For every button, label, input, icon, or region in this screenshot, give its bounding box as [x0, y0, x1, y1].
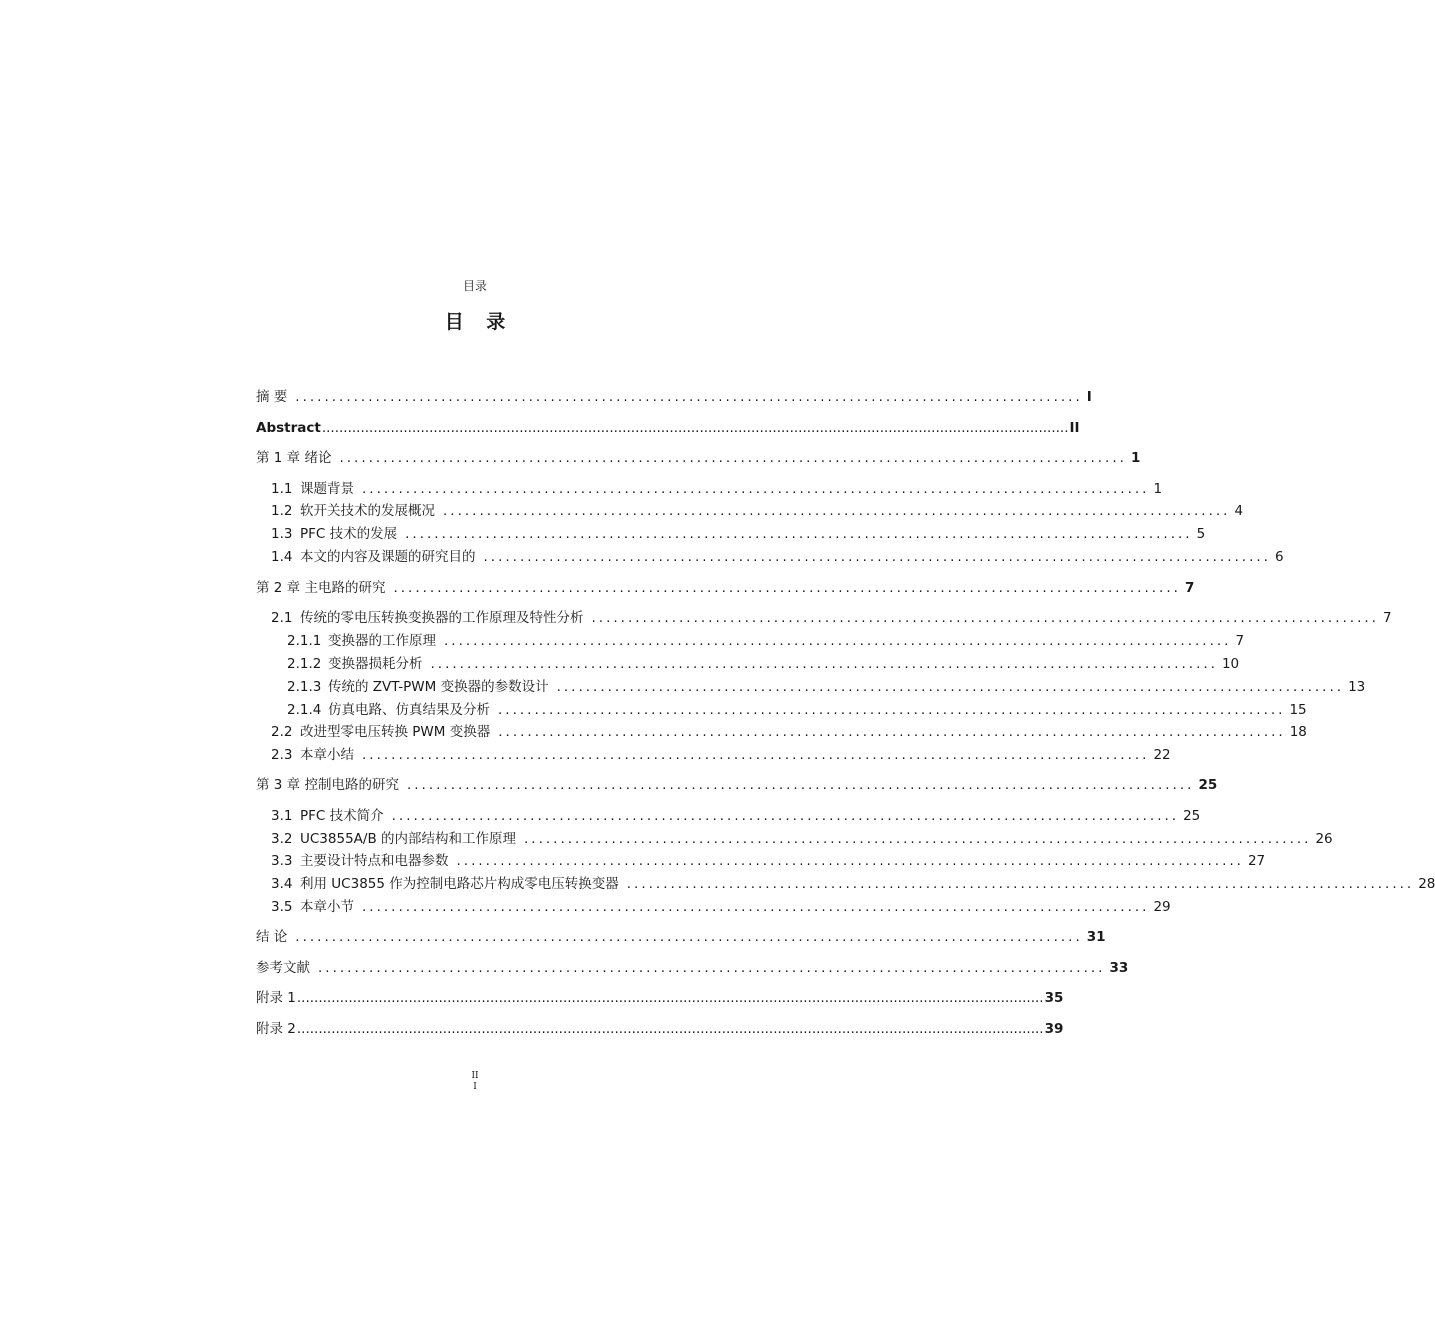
toc-entry-chapter-2[interactable] [256, 579, 1195, 597]
toc-page-number: 22 [1153, 747, 1171, 763]
toc-page-number: 7 [1382, 610, 1392, 626]
toc-page-number: 39 [1044, 1021, 1064, 1037]
toc-leader: ............................................................................................................ [406, 777, 1195, 793]
toc-entry-chapter-1[interactable] [256, 449, 1141, 467]
toc-page-number: 18 [1289, 724, 1307, 740]
toc-section-number: 2.1.2 [287, 656, 322, 672]
toc-leader: ............................................................................................................ [362, 481, 1150, 497]
toc-section-number: 3.1 [271, 808, 293, 824]
toc-page-number: 29 [1153, 899, 1171, 915]
toc-section-title: 变换器损耗分析 [328, 656, 423, 672]
toc-leader: ............................................................................................................ [591, 610, 1379, 626]
toc-page-number: 28 [1418, 876, 1435, 892]
toc-entry-section[interactable] [271, 525, 1206, 543]
toc-entry-label: 摘 要 [256, 389, 288, 405]
toc-entry-appendix-1[interactable] [256, 989, 1064, 1007]
toc-leader: .............................................................................................................................................................................. [296, 990, 1044, 1006]
toc-page-number: 27 [1247, 853, 1266, 869]
toc-entry-label: 结 论 [256, 929, 288, 945]
toc-entry-label: 参考文献 [256, 960, 310, 976]
toc-entry-subsection[interactable] [287, 632, 1245, 650]
toc-section-title: 软开关技术的发展概况 [300, 503, 435, 519]
toc-entry-references[interactable] [256, 959, 1129, 977]
toc-section-title: 课题背景 [300, 481, 354, 497]
toc-leader: .............................................................................................................................................................................. [296, 1021, 1044, 1037]
toc-entry-appendix-2[interactable] [256, 1020, 1064, 1038]
toc-section-title: 本文的内容及课题的研究目的 [300, 549, 476, 565]
toc-section-title: 仿真电路、仿真结果及分析 [328, 702, 490, 718]
toc-page-number: 7 [1184, 580, 1195, 596]
toc-section-number: 3.3 [271, 853, 293, 869]
toc-page-number: 1 [1153, 481, 1163, 497]
page-number-arabic: I [473, 1082, 477, 1092]
toc-leader: ............................................................................................................ [556, 679, 1345, 695]
toc-section-number: 3.4 [271, 876, 293, 892]
toc-entry-section[interactable] [271, 898, 1171, 916]
toc-leader: ............................................................................................................ [362, 899, 1150, 915]
toc-section-number: 1.1 [271, 481, 293, 497]
toc-entry-label: 第 2 章 主电路的研究 [256, 580, 386, 596]
toc-section-title: PFC 技术的发展 [300, 526, 398, 542]
toc-leader: ............................................................................................................ [456, 853, 1244, 869]
toc-entry-chapter-3[interactable] [256, 776, 1218, 794]
toc-section-title: 主要设计特点和电器参数 [300, 853, 449, 869]
toc-page-number: 33 [1109, 960, 1129, 976]
toc-section-number: 2.1.3 [287, 679, 322, 695]
toc-section-title: 改进型零电压转换 PWM 变换器 [300, 724, 491, 740]
toc-entry-section[interactable] [271, 830, 1333, 848]
toc-entry-abstract-cn[interactable] [256, 388, 1092, 406]
toc-entry-conclusion[interactable] [256, 928, 1106, 946]
running-header: 目录 [462, 279, 487, 293]
toc-leader: ............................................................................................................ [295, 389, 1083, 405]
toc-section-title: 变换器的工作原理 [328, 633, 436, 649]
toc-page-number: 31 [1086, 929, 1106, 945]
toc-entry-section[interactable] [271, 852, 1266, 870]
toc-leader: ............................................................................................................ [339, 450, 1127, 466]
toc-entry-label: 附录 2 [256, 1021, 296, 1037]
toc-page-number: 10 [1221, 656, 1240, 672]
toc-entry-subsection[interactable] [287, 678, 1366, 696]
toc-page-number: 13 [1348, 679, 1366, 695]
toc-section-number: 2.1.1 [287, 633, 322, 649]
toc-section-title: 本章小节 [300, 899, 354, 915]
toc-leader: ............................................................................................................ [498, 702, 1286, 718]
toc-leader: ............................................................................................................ [444, 633, 1232, 649]
toc-section-number: 3.2 [271, 831, 293, 847]
toc-page-number: 35 [1044, 990, 1064, 1006]
toc-entry-section[interactable] [271, 609, 1392, 627]
toc-leader: ............................................................................................................ [318, 960, 1106, 976]
toc-page-number: 1 [1130, 450, 1141, 466]
toc-page-number: 26 [1315, 831, 1333, 847]
toc-section-title: UC3855A/B 的内部结构和工作原理 [300, 831, 516, 847]
toc-section-number: 2.2 [271, 724, 293, 740]
toc-entry-section[interactable] [271, 746, 1171, 764]
toc-section-title: PFC 技术简介 [300, 808, 384, 824]
toc-leader: ............................................................................................................ [483, 549, 1271, 565]
toc-entry-label: 第 1 章 绪论 [256, 450, 332, 466]
toc-entry-section[interactable] [271, 723, 1307, 741]
toc-section-number: 1.3 [271, 526, 293, 542]
toc-section-title: 传统的零电压转换变换器的工作原理及特性分析 [300, 610, 584, 626]
toc-section-number: 3.5 [271, 899, 293, 915]
toc-entry-section[interactable] [271, 480, 1163, 498]
toc-page-number: 15 [1289, 702, 1307, 718]
toc-page-number: 6 [1274, 549, 1284, 565]
toc-section-title: 传统的 ZVT-PWM 变换器的参数设计 [328, 679, 549, 695]
toc-leader: ............................................................................................................ [443, 503, 1231, 519]
toc-page-number: II [1069, 420, 1080, 436]
toc-section-number: 1.2 [271, 503, 293, 519]
toc-page-number: 4 [1234, 503, 1244, 519]
toc-page-number: 25 [1183, 808, 1201, 824]
toc-entry-section[interactable] [271, 875, 1435, 893]
page-title: 目 录 [444, 311, 514, 333]
toc-entry-label: Abstract [256, 420, 321, 436]
toc-section-number: 2.3 [271, 747, 293, 763]
toc-page-number: 25 [1198, 777, 1218, 793]
toc-entry-section[interactable] [271, 807, 1201, 825]
toc-entry-section[interactable] [271, 502, 1244, 520]
toc-leader: ............................................................................................................ [524, 831, 1312, 847]
toc-section-number: 2.1 [271, 610, 293, 626]
toc-section-title: 本章小结 [300, 747, 354, 763]
toc-leader: ............................................................................................................ [295, 929, 1083, 945]
toc-leader: ............................................................................................................ [498, 724, 1286, 740]
toc-leader: ............................................................................................................ [626, 876, 1415, 892]
toc-entry-label: 附录 1 [256, 990, 296, 1006]
toc-entry-abstract-en[interactable] [256, 419, 1080, 437]
toc-entry-subsection[interactable] [287, 655, 1240, 673]
toc-section-number: 1.4 [271, 549, 293, 565]
toc-leader: .............................................................................................................................................................................. [321, 420, 1069, 436]
toc-leader: ............................................................................................................ [405, 526, 1193, 542]
toc-entry-label: 第 3 章 控制电路的研究 [256, 777, 399, 793]
toc-page-number: I [1086, 389, 1092, 405]
toc-page-number: 7 [1235, 633, 1245, 649]
toc-section-number: 2.1.4 [287, 702, 322, 718]
toc-leader: ............................................................................................................ [393, 580, 1181, 596]
toc-entry-section[interactable] [271, 548, 1284, 566]
toc-section-title: 利用 UC3855 作为控制电路芯片构成零电压转换变器 [300, 876, 619, 892]
toc-entry-subsection[interactable] [287, 701, 1307, 719]
toc-leader: ............................................................................................................ [430, 656, 1218, 672]
toc-page-number: 5 [1196, 526, 1206, 542]
page-number-roman: II [471, 1071, 479, 1081]
toc-leader: ............................................................................................................ [391, 808, 1180, 824]
toc-leader: ............................................................................................................ [362, 747, 1150, 763]
